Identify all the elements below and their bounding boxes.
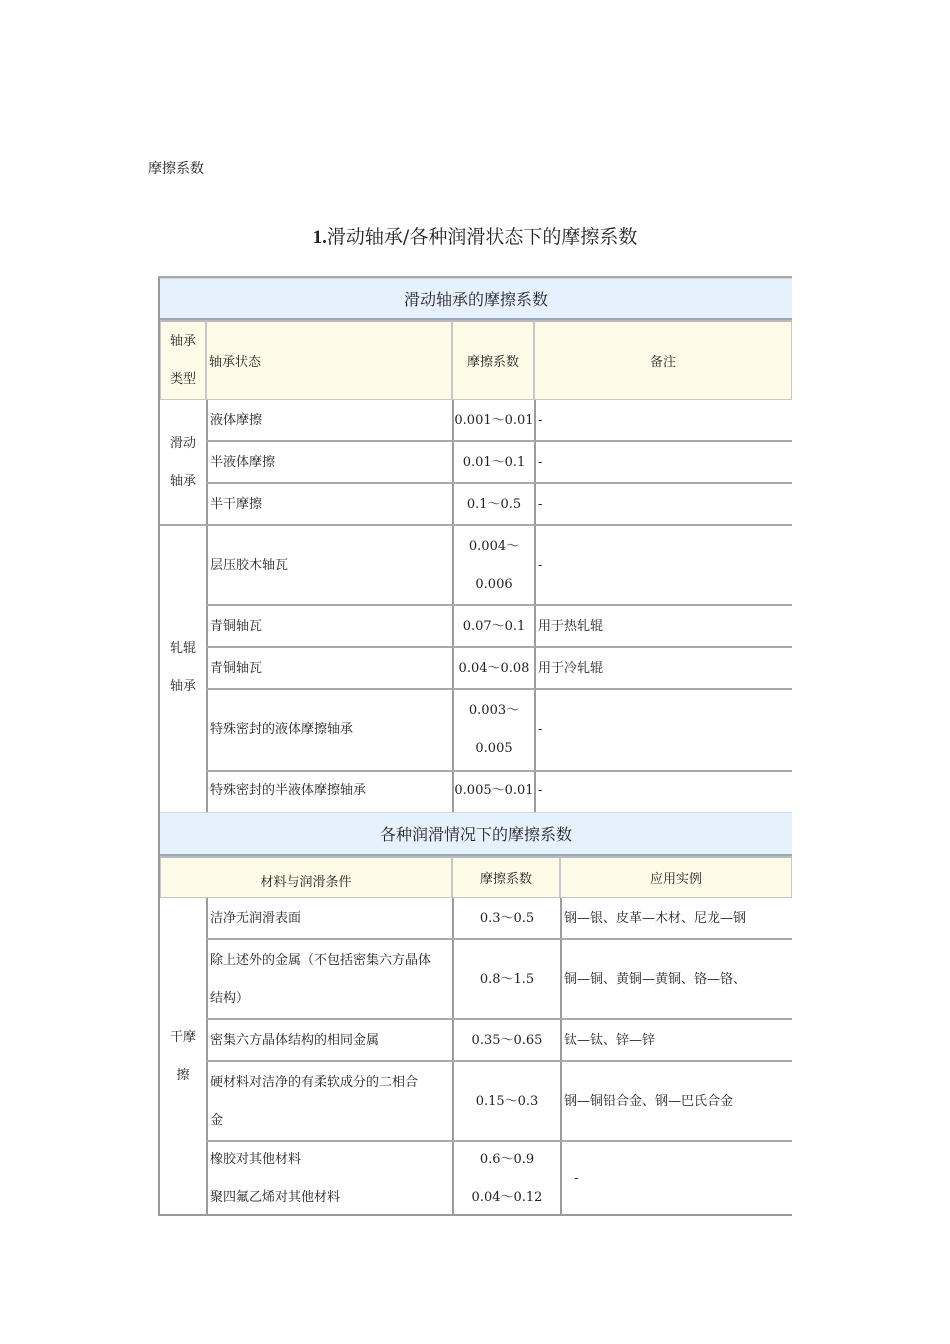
grid-line — [206, 688, 792, 690]
group-dry-friction-line1: 干摩 — [169, 1030, 196, 1045]
table-row-state: 青铜轴瓦 — [210, 619, 263, 634]
coef-line2: 0.04～0.12 — [471, 1190, 543, 1205]
grid-line — [452, 400, 454, 812]
group-dry-friction — [160, 898, 206, 1216]
grid-line — [452, 898, 454, 1216]
grid-line — [206, 1060, 792, 1062]
material-line1: 除上述外的金属（不包括密集六方晶体 — [210, 953, 432, 968]
material-line1: 硬材料对洁净的有柔软成分的二相合 — [210, 1075, 419, 1090]
table-row-material: 洁净无润滑表面 — [210, 911, 302, 926]
material-line2: 结构） — [210, 991, 250, 1006]
table-row-example: 钛—钛、锌—锌 — [564, 1033, 656, 1048]
table-row-example: 钢—铜铅合金、钢—巴氏合金 — [564, 1094, 734, 1109]
group-sliding-bearing-line1: 滑动 — [169, 436, 196, 451]
table-row-coef: 0.8～1.5 — [479, 972, 535, 987]
grid-line — [206, 482, 792, 484]
table-row-coef — [454, 1142, 560, 1216]
table-row-example: - — [574, 1171, 579, 1186]
table-row-remark: - — [538, 558, 543, 573]
coef-line2: 0.005 — [475, 741, 513, 756]
page-title — [0, 222, 950, 249]
table-row-coef: 0.35～0.65 — [471, 1033, 543, 1048]
grid-line — [206, 604, 792, 606]
table-row-state: 半液体摩擦 — [210, 455, 276, 470]
table-row-coef: 0.01～0.1 — [462, 455, 526, 470]
table-row-state: 青铜轴瓦 — [210, 661, 263, 676]
table-row-material: 密集六方晶体结构的相同金属 — [210, 1033, 380, 1048]
table-row-coef — [454, 526, 534, 606]
table-row-state: 液体摩擦 — [210, 413, 263, 428]
table-row-coef: 0.07～0.1 — [462, 619, 526, 634]
table-row-example: 钢—银、皮革—木材、尼龙—钢 — [564, 911, 747, 926]
table-row-material — [208, 1142, 452, 1216]
group-roll-bearing-line1: 轧辊 — [169, 641, 196, 656]
grid-line — [206, 898, 208, 1216]
table-row-coef: 0.3～0.5 — [479, 911, 535, 926]
table-row-state: 半干摩擦 — [210, 497, 263, 512]
grid-line — [560, 898, 562, 1216]
group-dry-friction-line2: 擦 — [176, 1068, 190, 1083]
table-row-material — [208, 1062, 452, 1142]
table-row-coef: 0.005～0.01 — [454, 783, 534, 798]
col-bearing-type — [160, 320, 206, 400]
col-bearing-type-line2: 类型 — [169, 371, 196, 387]
table-row-coef: 0.001～0.01 — [454, 413, 534, 428]
document-label: 摩擦系数 — [148, 161, 204, 177]
table-row-state: 特殊密封的半液体摩擦轴承 — [210, 783, 367, 798]
grid-line — [206, 440, 792, 442]
title-number: 1. — [312, 227, 327, 248]
table-row-remark: - — [538, 413, 543, 428]
table-row-coef — [454, 690, 534, 770]
col-bearing-state: 轴承状态 — [206, 320, 452, 400]
col-remark: 备注 — [534, 320, 792, 400]
group-sliding-bearing — [160, 400, 206, 526]
table-row-coef: 0.1～0.5 — [466, 497, 522, 512]
grid-line — [206, 770, 792, 772]
table-row-remark: - — [538, 783, 543, 798]
grid-line — [206, 938, 792, 940]
section2-heading: 各种润滑情况下的摩擦系数 — [160, 812, 792, 856]
table-row-state: 特殊密封的液体摩擦轴承 — [210, 722, 354, 737]
table-row-state: 层压胶木轴瓦 — [210, 558, 289, 573]
table-row-remark: - — [538, 497, 543, 512]
table-row-example: 铜—铜、黄铜—黄铜、铬—铬、 — [564, 972, 747, 987]
material-line2: 金 — [210, 1113, 224, 1128]
col-example: 应用实例 — [560, 856, 792, 898]
coef-line1: 0.6～0.9 — [479, 1152, 535, 1167]
group-sliding-bearing-line2: 轴承 — [169, 474, 196, 489]
section1-heading: 滑动轴承的摩擦系数 — [160, 278, 792, 320]
table-row-remark: 用于热轧辊 — [538, 619, 604, 634]
grid-line — [534, 400, 536, 812]
grid-line — [206, 1140, 792, 1142]
col-bearing-type-line1: 轴承 — [169, 333, 196, 349]
coef-line1: 0.004～ — [468, 539, 520, 554]
table-row-coef: 0.15～0.3 — [475, 1094, 539, 1109]
coef-line1: 0.003～ — [468, 703, 520, 718]
table-row-remark: - — [538, 455, 543, 470]
table-row-remark: - — [538, 722, 543, 737]
grid-line — [206, 400, 208, 812]
title-text: 滑动轴承/各种润滑状态下的摩擦系数 — [326, 226, 638, 248]
grid-line — [206, 646, 792, 648]
friction-table — [158, 276, 792, 1216]
table-row-remark: 用于冷轧辊 — [538, 661, 604, 676]
col-friction-coef-2: 摩擦系数 — [452, 856, 560, 898]
material-line2: 聚四氟乙烯对其他材料 — [210, 1190, 341, 1205]
col-material: 材料与润滑条件 — [160, 856, 452, 898]
col-friction-coef: 摩擦系数 — [452, 320, 534, 400]
group-roll-bearing — [160, 526, 206, 810]
material-line1: 橡胶对其他材料 — [210, 1152, 302, 1167]
coef-line2: 0.006 — [475, 577, 513, 592]
grid-line — [206, 1018, 792, 1020]
group-roll-bearing-line2: 轴承 — [169, 679, 196, 694]
table-row-material — [208, 940, 452, 1020]
table-row-coef: 0.04～0.08 — [458, 661, 530, 676]
grid-line — [160, 524, 792, 526]
